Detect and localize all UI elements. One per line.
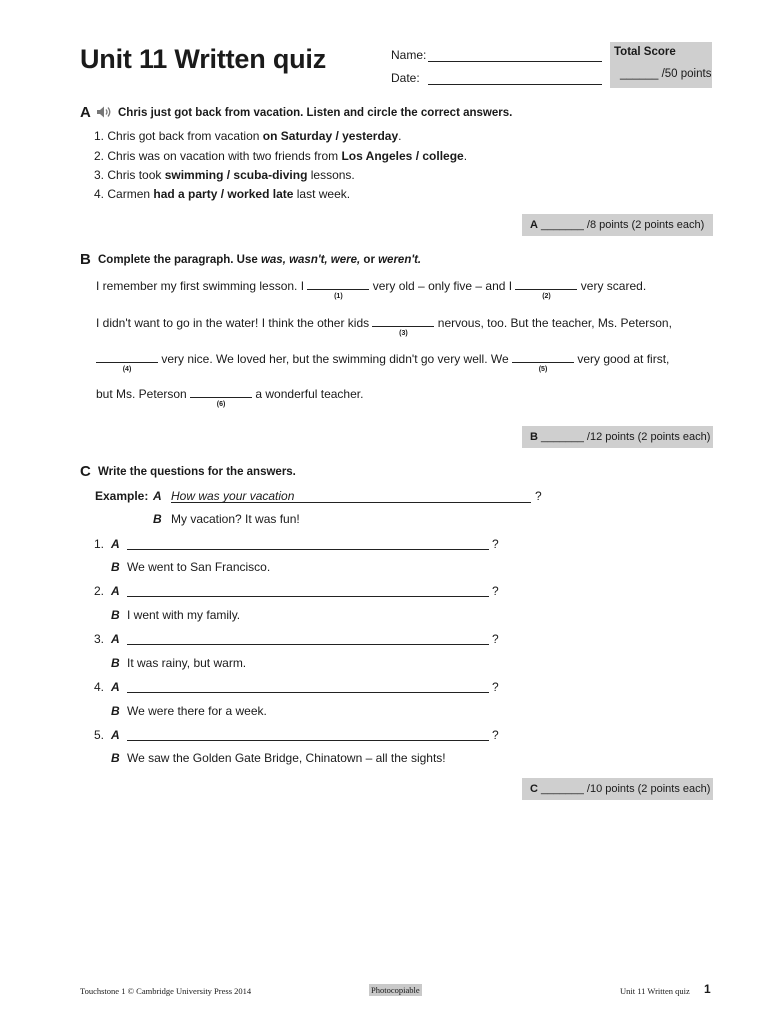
example-b-label: B [153,512,162,526]
section-a-instruction: Chris just got back from vacation. Listen and circle the correct answers. [118,107,513,119]
date-field[interactable] [428,72,602,85]
question-a-label: A [111,584,120,598]
paragraph-line-3: (4) very nice. We loved her, but the swimming didn't go very well. We (5) very good at first, [96,350,669,366]
total-score-box [610,42,712,88]
blank-4[interactable]: (4) [96,350,158,363]
question-qmark: ? [492,728,499,742]
section-c-points: C _______ /10 points (2 points each) [522,778,713,800]
paragraph-line-1: I remember my first swimming lesson. I (1) very old – only five – and I (2) very scared. [96,279,647,300]
answer-choices[interactable]: had a party / worked late [153,187,294,201]
answer-b-label: B [111,560,120,574]
answer-text-2: I went with my family. [127,608,241,622]
answer-text-3: It was rainy, but warm. [127,656,247,670]
photocopiable-badge: Photocopiable [371,985,420,995]
example-label: Example: [95,489,149,503]
total-score-value: ______ /50 points [620,68,712,80]
page-number: 1 [704,982,711,996]
example-qmark: ? [535,489,542,503]
section-c-letter: C [80,463,91,480]
page-title: Unit 11 Written quiz [80,44,327,74]
section-c-instruction: Write the questions for the answers. [98,466,296,478]
question-a-label: A [111,728,120,742]
blank-2[interactable]: (2) [515,277,577,290]
example-answer: My vacation? It was fun! [171,512,300,526]
question-qmark: ? [492,584,499,598]
question-number: 2. [94,584,105,598]
question-qmark: ? [492,680,499,694]
question-line-4[interactable] [127,680,489,693]
total-score-label: Total Score [614,46,676,58]
answer-text-1: We went to San Francisco. [127,560,271,574]
paragraph-line-4: but Ms. Peterson (6) a wonderful teacher. [96,387,364,408]
example-question-line: How was your vacation [171,489,531,503]
section-a-item-3: 3. Chris took swimming / scuba-diving lessons. [94,168,355,182]
section-a-letter: A [80,104,91,121]
footer-quiz-title: Unit 11 Written quiz [620,986,690,996]
question-number: 5. [94,728,105,742]
blank-1[interactable]: (1) [307,277,369,290]
answer-b-label: B [111,656,120,670]
answer-choices[interactable]: Los Angeles / college [341,149,464,163]
blank-6[interactable]: (6) [190,385,252,398]
question-line-3[interactable] [127,632,489,645]
answer-text-4: We were there for a week. [127,704,267,718]
question-number: 1. [94,537,105,551]
answer-text-5: We saw the Golden Gate Bridge, Chinatown – all the sights! [127,751,446,765]
question-line-2[interactable] [127,584,489,597]
example-a-label: A [153,489,162,503]
question-a-label: A [111,632,120,646]
speaker-icon[interactable] [96,105,112,124]
blank-3[interactable]: (3) [372,314,434,327]
date-label: Date: [391,71,420,85]
section-a-item-4: 4. Carmen had a party / worked late last week. [94,187,351,201]
section-a-item-1: 1. Chris got back from vacation on Saturday / yesterday. [94,129,402,143]
question-number: 3. [94,632,105,646]
paragraph-line-2: I didn't want to go in the water! I think the other kids (3) nervous, too. But the teacher, Ms. Peterson, [96,316,672,337]
answer-b-label: B [111,751,120,765]
question-qmark: ? [492,632,499,646]
section-b-points: B _______ /12 points (2 points each) [522,426,713,448]
answer-choices[interactable]: swimming / scuba-diving [164,168,308,182]
question-number: 4. [94,680,105,694]
answer-b-label: B [111,608,120,622]
question-line-5[interactable] [127,728,489,741]
name-field[interactable] [428,49,602,62]
question-line-1[interactable] [127,537,489,550]
section-b-letter: B [80,251,91,268]
name-label: Name: [391,48,427,62]
question-a-label: A [111,537,120,551]
footer-copyright: Touchstone 1 © Cambridge University Press 2014 [80,986,252,996]
section-b-instruction: Complete the paragraph. Use was, wasn't, were, or weren't. [98,254,422,266]
answer-choices[interactable]: on Saturday / yesterday [262,129,399,143]
question-qmark: ? [492,537,499,551]
section-a-points: A _______ /8 points (2 points each) [522,214,713,236]
question-a-label: A [111,680,120,694]
blank-5[interactable]: (5) [512,350,574,363]
answer-b-label: B [111,704,120,718]
section-a-item-2: 2. Chris was on vacation with two friends from Los Angeles / college. [94,149,468,163]
